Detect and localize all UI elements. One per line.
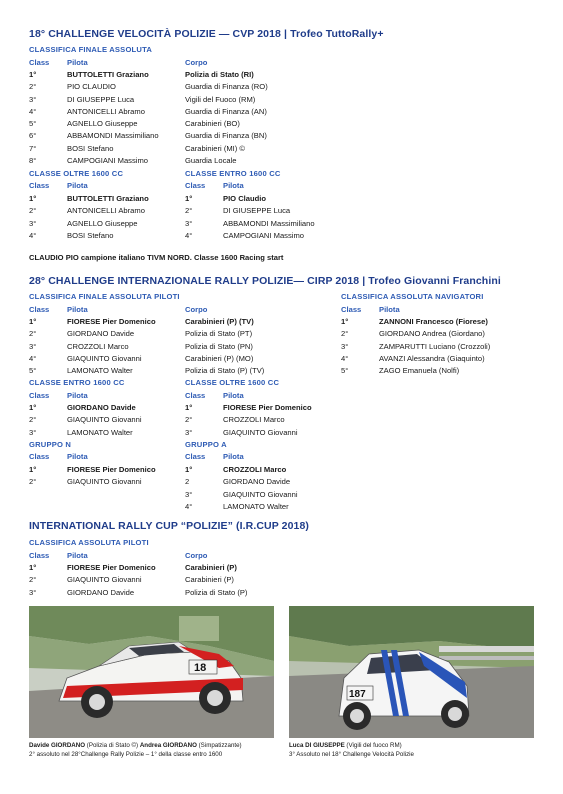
section1-overall-heading: CLASSIFICA FINALE ASSOLUTA <box>29 45 153 54</box>
table-row <box>341 317 541 329</box>
table-row <box>29 206 179 218</box>
car-number-left: 18 <box>194 662 207 674</box>
section2-under1600-table <box>29 403 179 440</box>
row-pilot: ABBAMONDI Massimiliano <box>223 218 315 228</box>
table-row <box>29 465 179 477</box>
row-pilot: LAMONATO Walter <box>67 427 133 437</box>
row-position: 1° <box>29 194 37 203</box>
row-position: 1° <box>185 194 193 203</box>
row-pilot: BOSI Stefano <box>67 143 114 153</box>
row-position: 7° <box>29 143 37 153</box>
table-row <box>29 317 319 329</box>
table-row <box>29 342 319 354</box>
row-pilot: GIAQUINTO Giovanni <box>67 477 142 487</box>
row-pilot: GIORDANO Andrea (Giordano) <box>379 329 485 339</box>
row-position: 3° <box>29 587 37 597</box>
table-row <box>341 354 541 366</box>
row-pilot: DI GIUSEPPE Luca <box>223 206 291 216</box>
row-position: 5° <box>29 366 37 376</box>
row-pilot: GIORDANO Davide <box>223 477 291 487</box>
table-row <box>29 366 319 378</box>
row-pilot: ANTONICELLI Abramo <box>67 206 145 216</box>
col-pilot: Pilota <box>67 452 88 461</box>
row-position: 8° <box>29 156 37 166</box>
col-class: Class <box>29 58 50 67</box>
row-pilot: ZANNONI Francesco (Fiorese) <box>379 317 488 326</box>
row-pilot: CAMPOGIANI Massimo <box>67 156 149 166</box>
col-pilot: Pilota <box>67 181 88 190</box>
table-row <box>185 477 335 489</box>
table-row <box>29 354 319 366</box>
row-position: 6° <box>29 131 37 141</box>
row-position: 1° <box>341 317 349 326</box>
row-position: 1° <box>29 70 37 79</box>
row-corps: Polizia di Stato (RI) <box>185 70 254 79</box>
row-pilot: FIORESE Pier Domenico <box>67 317 156 326</box>
row-pilot: CAMPOGIANI Massimo <box>223 230 305 240</box>
col-class: Class <box>29 551 50 560</box>
section1-over1600-table <box>29 194 179 243</box>
row-position: 2° <box>185 206 193 216</box>
row-position: 1° <box>185 465 193 474</box>
col-pilot: Pilota <box>67 551 88 560</box>
table-row <box>29 403 179 415</box>
table-row <box>29 194 179 206</box>
row-corps: Polizia di Stato (PN) <box>185 341 253 351</box>
row-pilot: AVANZI Alessandra (Giaquinto) <box>379 353 485 363</box>
row-corps: Polizia di Stato (P) <box>185 587 248 597</box>
row-position: 1° <box>29 563 37 572</box>
row-corps: Carabinieri (P) (TV) <box>185 317 254 326</box>
row-pilot: ZAMPARUTTI Luciano (Crozzoli) <box>379 341 491 351</box>
col-class: Class <box>29 305 50 314</box>
row-corps: Guardia di Finanza (RO) <box>185 82 268 92</box>
section1-under1600-table <box>185 194 335 243</box>
row-position: 3° <box>185 218 193 228</box>
section2-navigators-table <box>341 317 541 378</box>
row-corps: Carabinieri (P) <box>185 575 234 585</box>
table-row <box>29 144 289 156</box>
col-pilot: Pilota <box>67 391 88 400</box>
table-row <box>29 219 179 231</box>
row-pilot: GIAQUINTO Giovanni <box>67 575 142 585</box>
row-pilot: GIAQUINTO Giovanni <box>67 415 142 425</box>
row-corps: Guardia Locale <box>185 156 237 166</box>
section1-title: 18° CHALLENGE VELOCITÀ POLIZIE — CVP 2018 | Trofeo TuttoRally+ <box>29 28 384 40</box>
row-position: 2° <box>29 329 37 339</box>
row-pilot: GIORDANO Davide <box>67 587 135 597</box>
row-position: 3° <box>29 218 37 228</box>
row-pilot: ABBAMONDI Massimiliano <box>67 131 159 141</box>
row-position: 2° <box>29 82 37 92</box>
col-class: Class <box>29 181 50 190</box>
row-corps: Guardia di Finanza (BN) <box>185 131 267 141</box>
row-position: 2° <box>341 329 349 339</box>
row-position: 4° <box>341 353 349 363</box>
rally-car-red-white-image <box>29 606 274 738</box>
table-row <box>185 465 335 477</box>
col-pilot: Pilota <box>223 391 244 400</box>
table-row <box>29 428 179 440</box>
table-row <box>341 329 541 341</box>
row-pilot: CROZZOLI Marco <box>223 465 287 474</box>
table-row <box>29 95 289 107</box>
col-pilot: Pilota <box>67 58 88 67</box>
table-row <box>29 415 179 427</box>
row-pilot: PIO CLAUDIO <box>67 82 116 92</box>
rally-car-blue-white-image <box>289 606 534 738</box>
caption-name: Andrea GIORDANO <box>139 742 197 749</box>
table-row <box>185 219 335 231</box>
table-row <box>29 119 289 131</box>
row-position: 2° <box>29 575 37 585</box>
table-row <box>29 70 289 82</box>
row-position: 4° <box>185 230 193 240</box>
row-position: 4° <box>29 106 37 116</box>
caption-text: (Simpatizzante) <box>196 742 242 749</box>
row-pilot: BUTTOLETTI Graziano <box>67 70 149 79</box>
row-position: 1° <box>185 403 193 412</box>
table-row <box>29 131 289 143</box>
section2-overall-table <box>29 317 319 378</box>
row-pilot: BUTTOLETTI Graziano <box>67 194 149 203</box>
section2-title: 28° CHALLENGE INTERNAZIONALE RALLY POLIZIE— CIRP 2018 | Trofeo Giovanni Franchini <box>29 275 501 287</box>
caption-line <box>29 742 242 751</box>
section3-title: INTERNATIONAL RALLY CUP “POLIZIE” (I.R.CUP 2018) <box>29 520 309 532</box>
row-position: 4° <box>29 353 37 363</box>
row-pilot: GIORDANO Davide <box>67 329 135 339</box>
photo-caption-left <box>29 742 242 759</box>
photo-caption-right <box>289 742 414 759</box>
col-corps: Corpo <box>185 58 208 67</box>
row-position: 4° <box>29 230 37 240</box>
caption-text: (Vigili del fuoco RM) <box>344 742 402 749</box>
row-corps: Vigili del Fuoco (RM) <box>185 94 256 104</box>
row-pilot: GIAQUINTO Giovanni <box>223 427 298 437</box>
table-row <box>185 490 335 502</box>
col-class: Class <box>185 452 206 461</box>
row-corps: Polizia di Stato (PT) <box>185 329 253 339</box>
table-row <box>185 403 335 415</box>
table-row <box>29 477 179 489</box>
row-pilot: BOSI Stefano <box>67 230 114 240</box>
col-pilot: Pilota <box>67 305 88 314</box>
row-position: 1° <box>29 403 37 412</box>
table-row <box>185 415 335 427</box>
row-pilot: AGNELLO Giuseppe <box>67 218 138 228</box>
col-class: Class <box>185 391 206 400</box>
row-position: 2 <box>185 477 190 487</box>
section2-over1600-table <box>185 403 335 440</box>
table-row <box>29 329 319 341</box>
row-position: 3° <box>185 489 193 499</box>
caption-text: (Polizia di Stato ©) <box>85 742 140 749</box>
col-corps: Corpo <box>185 305 208 314</box>
caption-line <box>289 742 414 751</box>
table-row <box>185 231 335 243</box>
row-pilot: GIAQUINTO Giovanni <box>67 353 142 363</box>
rally-car-photo-left <box>29 606 274 738</box>
row-pilot: PIO Claudio <box>223 194 267 203</box>
col-pilot: Pilota <box>223 181 244 190</box>
row-pilot: GIAQUINTO Giovanni <box>223 489 298 499</box>
row-corps: Polizia di Stato (P) (TV) <box>185 366 265 376</box>
row-pilot: ZAGO Emanuela (Nolfi) <box>379 366 460 376</box>
row-pilot: FIORESE Pier Domenico <box>67 465 156 474</box>
row-position: 5° <box>341 366 349 376</box>
row-pilot: LAMONATO Walter <box>223 501 289 511</box>
row-position: 1° <box>29 465 37 474</box>
row-corps: Carabinieri (BO) <box>185 119 240 129</box>
section1-overall-table <box>29 70 289 168</box>
row-position: 5° <box>29 119 37 129</box>
col-corps: Corpo <box>185 551 208 560</box>
row-position: 3° <box>341 341 349 351</box>
row-pilot: AGNELLO Giuseppe <box>67 119 138 129</box>
col-class: Class <box>29 452 50 461</box>
row-pilot: FIORESE Pier Domenico <box>223 403 312 412</box>
col-pilot: Pilota <box>379 305 400 314</box>
car-number-right: 187 <box>349 689 366 700</box>
section2-over1600-heading: CLASSE OLTRE 1600 CC <box>185 378 280 387</box>
section2-group-a-table <box>185 465 335 514</box>
section3-overall-table <box>29 563 319 600</box>
row-pilot: CROZZOLI Marco <box>223 415 285 425</box>
row-pilot: GIORDANO Davide <box>67 403 136 412</box>
section2-group-a-heading: GRUPPO A <box>185 440 227 449</box>
table-row <box>185 502 335 514</box>
table-row <box>341 366 541 378</box>
row-position: 2° <box>29 206 37 216</box>
table-row <box>185 428 335 440</box>
caption-line: 3° Assoluto nel 18° Challenge Velocità Polizie <box>289 750 414 758</box>
row-position: 1° <box>29 317 37 326</box>
table-row <box>29 231 179 243</box>
section2-overall-heading: CLASSIFICA FINALE ASSOLUTA PILOTI <box>29 292 180 301</box>
table-row <box>185 206 335 218</box>
section2-group-n-heading: GRUPPO N <box>29 440 72 449</box>
col-class: Class <box>185 181 206 190</box>
col-class: Class <box>29 391 50 400</box>
row-corps: Carabinieri (MI) © <box>185 143 246 153</box>
col-class: Class <box>341 305 362 314</box>
table-row <box>29 156 289 168</box>
row-position: 2° <box>29 477 37 487</box>
rally-car-photo-right <box>289 606 534 738</box>
col-pilot: Pilota <box>223 452 244 461</box>
section3-overall-heading: CLASSIFICA ASSOLUTA PILOTI <box>29 538 149 547</box>
row-pilot: FIORESE Pier Domenico <box>67 563 156 572</box>
section1-under1600-heading: CLASSE ENTRO 1600 CC <box>185 169 281 178</box>
row-corps: Carabinieri (P) (MO) <box>185 353 254 363</box>
row-pilot: ANTONICELLI Abramo <box>67 106 145 116</box>
section1-note: CLAUDIO PIO campione italiano TIVM NORD. Classe 1600 Racing start <box>29 253 284 262</box>
section2-under1600-heading: CLASSE ENTRO 1600 CC <box>29 378 125 387</box>
table-row <box>29 82 289 94</box>
row-position: 3° <box>29 427 37 437</box>
table-row <box>29 575 319 587</box>
row-position: 4° <box>185 501 193 511</box>
section2-group-n-table <box>29 465 179 490</box>
row-corps: Carabinieri (P) <box>185 563 237 572</box>
row-position: 3° <box>185 427 193 437</box>
table-row <box>185 194 335 206</box>
table-row <box>29 107 289 119</box>
caption-name: Luca DI GIUSEPPE <box>289 742 345 749</box>
row-position: 2° <box>185 415 193 425</box>
table-row <box>29 588 319 600</box>
caption-line: 2° assoluto nel 28°Challenge Rally Polizie – 1° della classe entro 1600 <box>29 750 223 758</box>
row-pilot: LAMONATO Walter <box>67 366 133 376</box>
row-position: 3° <box>29 341 37 351</box>
caption-name: Davide GIORDANO <box>29 742 86 749</box>
section2-navigators-heading: CLASSIFICA ASSOLUTA NAVIGATORI <box>341 292 484 301</box>
table-row <box>341 342 541 354</box>
row-pilot: CROZZOLI Marco <box>67 341 129 351</box>
row-corps: Guardia di Finanza (AN) <box>185 106 267 116</box>
row-position: 3° <box>29 94 37 104</box>
row-position: 2° <box>29 415 37 425</box>
row-pilot: DI GIUSEPPE Luca <box>67 94 135 104</box>
table-row <box>29 563 319 575</box>
section1-over1600-heading: CLASSE OLTRE 1600 CC <box>29 169 124 178</box>
